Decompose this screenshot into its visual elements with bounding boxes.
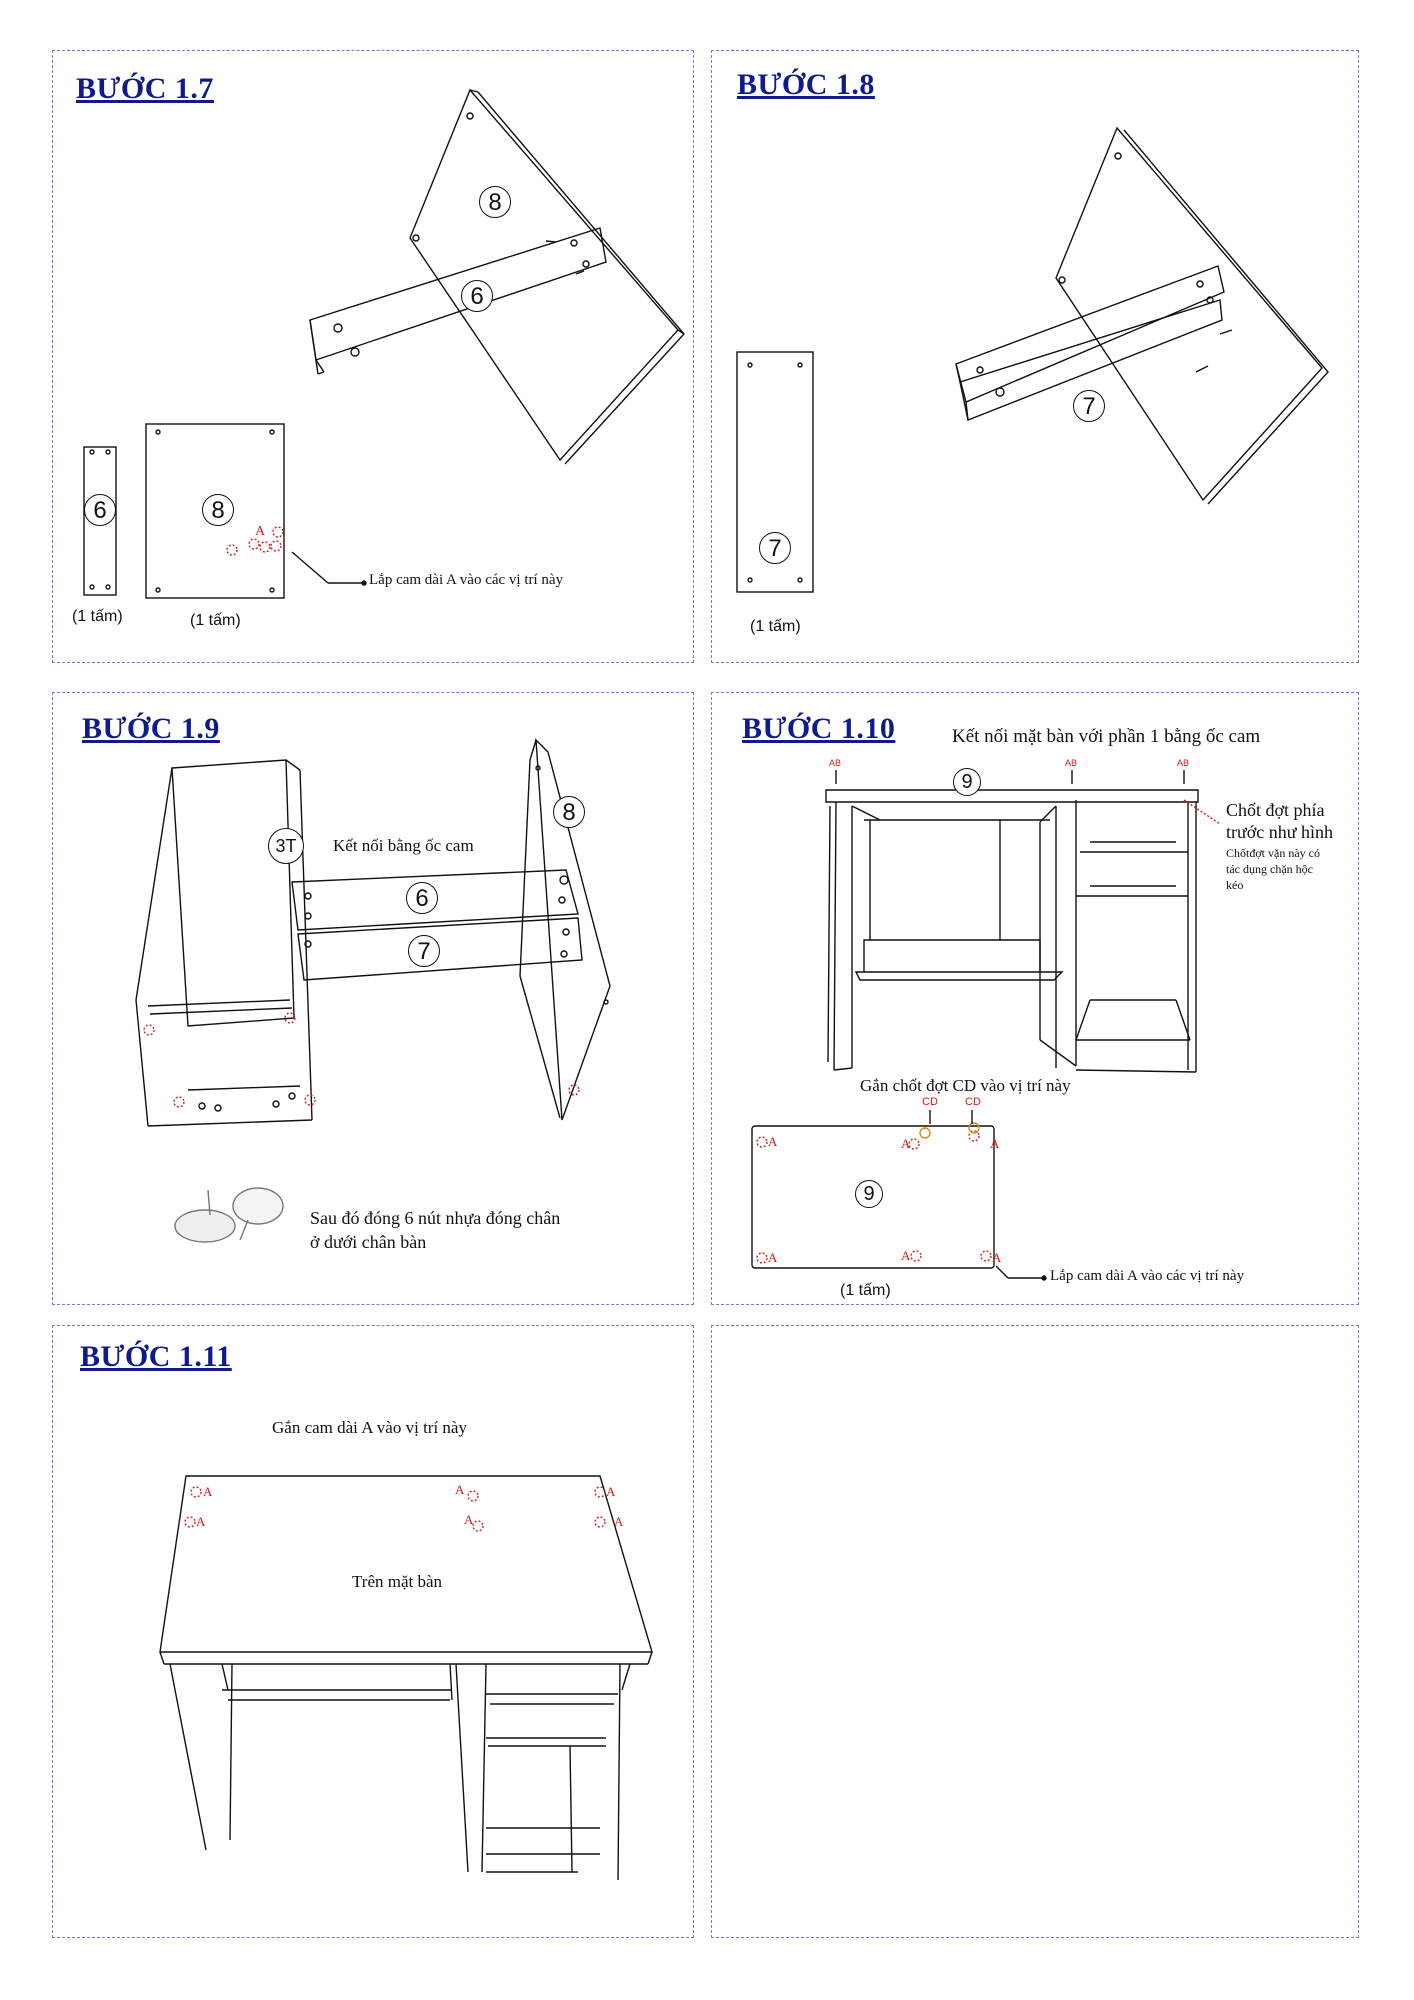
panel-6-diagonal: [310, 228, 606, 360]
mark-a-911-5: A: [606, 1484, 616, 1499]
mark-a-911-4: A: [464, 1512, 474, 1527]
mark-a: A: [255, 524, 266, 539]
desk-top-perspective: [160, 1476, 652, 1652]
mark-cd-2: CD: [965, 1096, 981, 1108]
cam-note-1-10: Lắp cam dài A vào các vị trí này: [1050, 1268, 1245, 1284]
plastic-feet: [175, 1188, 283, 1242]
step-1-11-title: BƯỚC 1.11: [80, 1340, 232, 1373]
step-1-7-title: BƯỚC 1.7: [76, 72, 214, 105]
panel-7-diagonal: [956, 266, 1224, 402]
cd-note: Gắn chốt đợt CD vào vị trí này: [860, 1076, 1071, 1095]
qty-9: (1 tấm): [840, 1282, 891, 1299]
side-box-3t: [172, 760, 294, 1026]
part-9-label-flat: 9: [855, 1180, 883, 1208]
pin-note-2: trước như hình: [1226, 822, 1334, 842]
part-7-label-flat: 7: [759, 532, 791, 564]
qty-6: (1 tấm): [72, 608, 123, 625]
step-1-10-heading: Kết nối mặt bàn với phần 1 bằng ốc cam: [952, 726, 1261, 747]
part-6-label-board: 6: [406, 882, 438, 914]
step-1-9-title: BƯỚC 1.9: [82, 712, 220, 745]
pin-sub-2: tác dụng chặn hộc: [1226, 862, 1313, 876]
pin-sub-1: Chốtđợt vặn này có: [1226, 846, 1320, 860]
mark-a-911-2: A: [196, 1514, 206, 1529]
mark-a-910-6: A: [992, 1250, 1002, 1265]
mark-a-910-3: A: [990, 1136, 1000, 1151]
step-1-10-title: BƯỚC 1.10: [742, 712, 896, 745]
connect-note: Kết nối bằng ốc cam: [333, 836, 474, 855]
cam-note-1-7: Lắp cam dài A vào các vị trí này: [369, 572, 564, 588]
mark-ab-3: AB: [1177, 758, 1190, 768]
mark-ab-2: AB: [1065, 758, 1078, 768]
mark-a-911-3: A: [455, 1482, 465, 1497]
desk-top-front: [826, 790, 1198, 802]
part-7-label-board: 7: [408, 935, 440, 967]
part-8-label-flat: 8: [202, 494, 234, 526]
part-7-label-diagonal: 7: [1073, 390, 1105, 422]
top-note: Trên mặt bàn: [352, 1572, 443, 1591]
pin-note-1: Chốt đợt phía: [1226, 800, 1325, 820]
mark-a-910-4: A: [768, 1250, 778, 1265]
mark-a-911-1: A: [203, 1484, 213, 1499]
part-9-label-top: 9: [953, 768, 981, 796]
part-8-label-side: 8: [553, 796, 585, 828]
pin-sub-3: kéo: [1226, 878, 1244, 892]
part-8-label-diagonal: 8: [479, 186, 511, 218]
qty-8: (1 tấm): [190, 612, 241, 629]
qty-7: (1 tấm): [750, 618, 801, 635]
part-6-label-diagonal: 6: [461, 280, 493, 312]
cam-note-1-11: Gắn cam dài A vào vị trí này: [272, 1418, 467, 1437]
part-6-label-flat: 6: [84, 494, 116, 526]
mark-a-910-1: A: [768, 1134, 778, 1149]
mark-ab-1: AB: [829, 758, 842, 768]
panel-8-diagonal-b: [1056, 128, 1322, 500]
step-1-8-title: BƯỚC 1.8: [737, 68, 875, 101]
foot-note-2: ở dưới chân bàn: [310, 1232, 427, 1252]
mark-a-910-2: A: [901, 1136, 911, 1151]
mark-cd-1: CD: [922, 1096, 938, 1108]
part-3t-label: 3T: [268, 828, 304, 864]
foot-note-1: Sau đó đóng 6 nút nhựa đóng chân: [310, 1208, 561, 1228]
mark-a-911-6: A: [614, 1514, 624, 1529]
mark-a-910-5: A: [901, 1248, 911, 1263]
